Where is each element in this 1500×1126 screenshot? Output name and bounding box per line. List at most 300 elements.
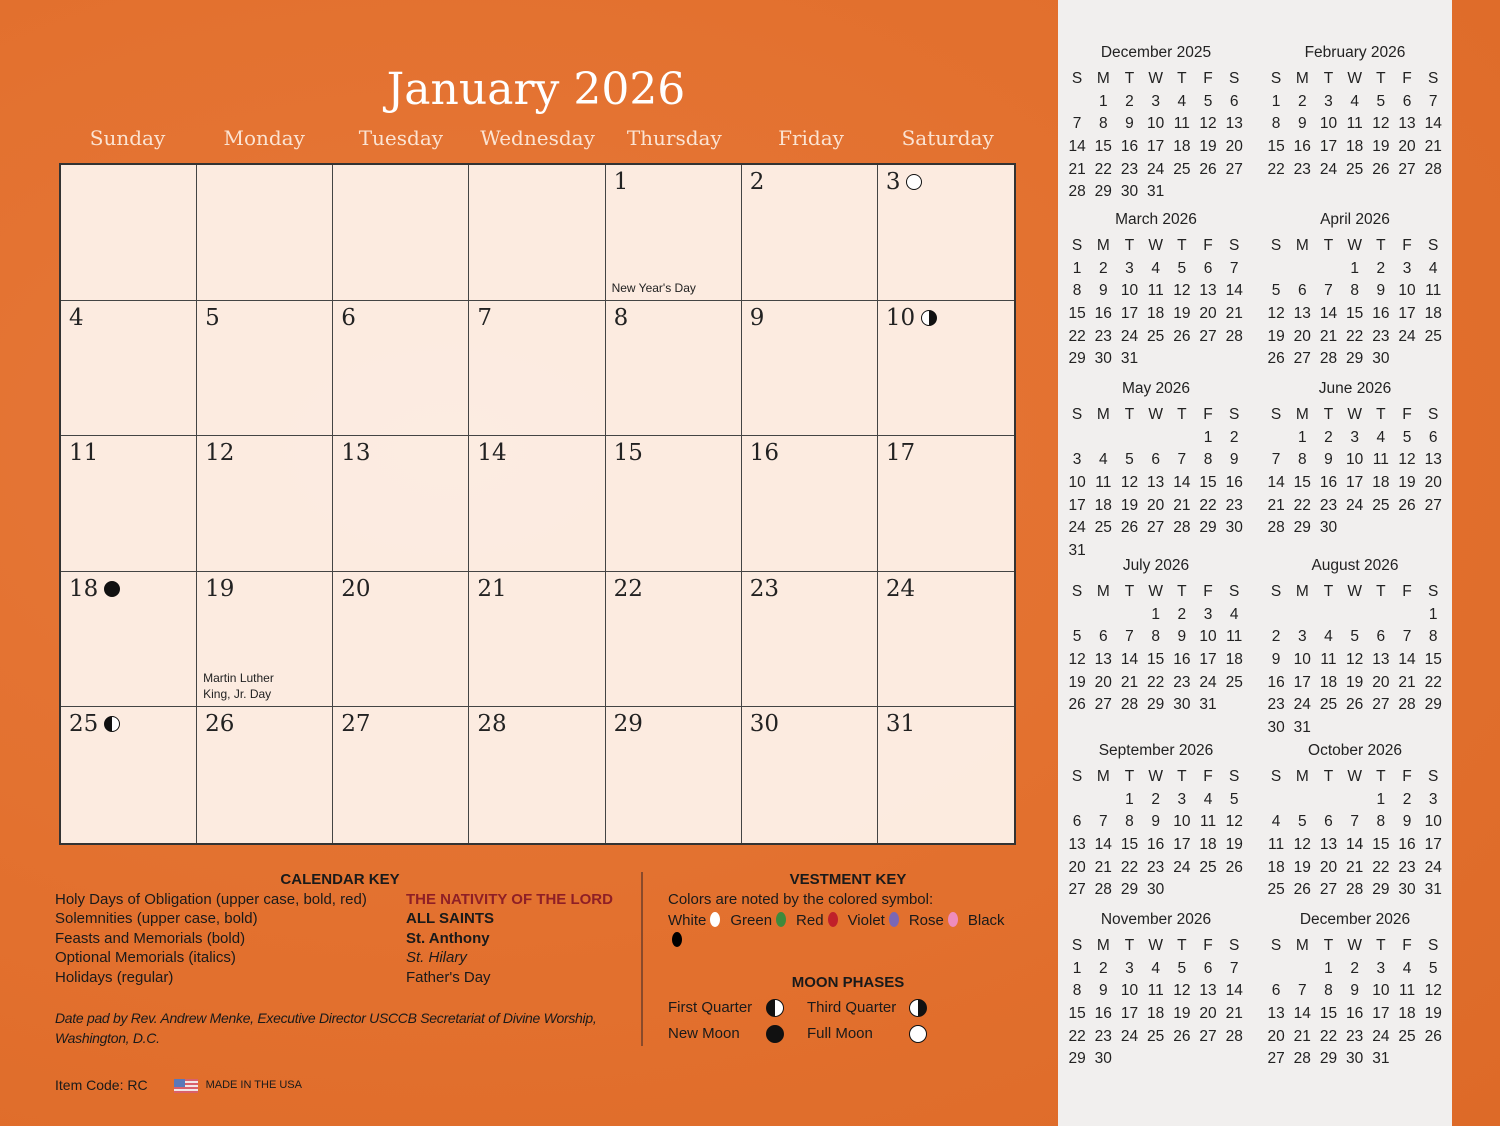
mini-day: 10: [1173, 813, 1191, 831]
mini-day: 22: [1094, 160, 1112, 178]
mini-month: [1064, 557, 1248, 717]
day-cell[interactable]: [878, 301, 1014, 437]
vestment-key-title: VESTMENT KEY: [789, 871, 907, 888]
mini-month-grid: [1064, 235, 1248, 371]
mini-day: 19: [1346, 673, 1364, 691]
mini-month-title: March 2026: [1115, 211, 1197, 228]
vestment-color-label: Violet: [847, 912, 885, 929]
day-cell[interactable]: [606, 301, 742, 437]
mini-weekday: S: [1270, 406, 1282, 423]
day-number: [750, 576, 779, 602]
mini-day: 24: [1346, 496, 1364, 514]
mini-day: 25: [1346, 160, 1364, 178]
mini-day: 2: [1151, 790, 1160, 808]
day-number-text: 7: [477, 304, 493, 331]
mini-day: 18: [1147, 1005, 1165, 1023]
mini-day: 23: [1147, 858, 1165, 876]
mini-empty: [1342, 789, 1368, 812]
mini-day: 5: [1350, 628, 1359, 646]
day-cell[interactable]: [606, 707, 742, 843]
mini-weekday: S: [1270, 237, 1282, 254]
mini-day: 2: [1271, 628, 1281, 646]
mini-day: 20: [1424, 474, 1442, 492]
mini-day: 16: [1293, 138, 1311, 156]
empty-day-cell: [333, 165, 469, 301]
mini-day: 7: [1428, 92, 1438, 110]
day-cell[interactable]: [878, 572, 1014, 708]
day-number-text: 13: [341, 440, 371, 467]
mini-day: 27: [1293, 350, 1311, 368]
mini-month-grid: [1263, 235, 1447, 371]
mini-day: 26: [1173, 1027, 1191, 1045]
mini-day: 20: [1293, 327, 1311, 345]
mini-empty: [1289, 604, 1315, 627]
mini-day: 17: [1372, 1005, 1390, 1023]
mini-day: 18: [1225, 651, 1243, 669]
mini-day: 15: [1372, 836, 1390, 854]
mini-weekday: T: [1323, 70, 1334, 87]
mini-day: 26: [1424, 1027, 1442, 1045]
day-number-text: 12: [205, 440, 235, 467]
day-number-text: 30: [749, 711, 779, 738]
mini-day: 6: [1151, 451, 1160, 469]
day-cell[interactable]: [742, 301, 878, 437]
mini-weekday: M: [1295, 937, 1309, 954]
mini-weekday: T: [1177, 406, 1187, 423]
day-number: [205, 711, 234, 737]
mini-day: 17: [1346, 474, 1364, 492]
mini-weekday: S: [1270, 937, 1282, 954]
mini-empty: [1394, 604, 1420, 627]
mini-day: 4: [1203, 790, 1213, 808]
mini-day: 10: [1319, 115, 1338, 133]
mini-weekday: M: [1295, 583, 1309, 600]
weekday-header: Saturday: [901, 126, 994, 150]
mini-day: 11: [1226, 628, 1243, 646]
day-number: [341, 440, 370, 466]
day-cell[interactable]: [469, 707, 605, 843]
item-code: Item Code: RC: [55, 1077, 148, 1093]
mini-day: 5: [1177, 959, 1187, 977]
mini-month: [1263, 380, 1447, 540]
mini-day: 3: [1151, 92, 1160, 110]
mini-month-grid: [1263, 766, 1447, 902]
vestment-color-label: White: [668, 912, 707, 929]
day-number: [886, 305, 937, 331]
day-number-text: 4: [69, 304, 84, 331]
mini-day: 17: [1120, 1005, 1139, 1023]
mini-day: 11: [1398, 982, 1416, 1000]
mini-day: 14: [1267, 474, 1285, 492]
mini-empty: [1116, 604, 1142, 627]
mini-weekday: T: [1124, 583, 1135, 600]
mini-day: 14: [1225, 982, 1243, 1000]
mini-day: 29: [1372, 881, 1390, 899]
key-label: Feasts and Memorials (bold): [55, 929, 246, 947]
mini-day: 3: [1177, 790, 1187, 808]
mini-weekday: T: [1323, 583, 1334, 600]
mini-day: 1: [1072, 959, 1082, 977]
day-cell[interactable]: [742, 436, 878, 572]
day-number: [341, 576, 370, 602]
weekday-header: Thursday: [626, 126, 722, 150]
mini-day: 6: [1376, 628, 1386, 646]
mini-weekday: T: [1376, 406, 1386, 423]
day-cell[interactable]: [333, 572, 469, 708]
mini-day: 6: [1203, 959, 1213, 977]
vestment-key: [668, 870, 1028, 1050]
mini-day: 14: [1094, 836, 1112, 854]
mini-weekday: W: [1347, 237, 1362, 254]
mini-day: 14: [1225, 282, 1243, 300]
mini-day: 19: [1173, 1005, 1191, 1023]
mini-day: 14: [1424, 115, 1442, 133]
mini-day: 25: [1372, 496, 1390, 514]
mini-day: 10: [1372, 982, 1390, 1000]
day-number-text: 26: [205, 711, 235, 738]
mini-day: 11: [1199, 813, 1217, 831]
mini-day: 14: [1398, 651, 1416, 669]
mini-day: 21: [1120, 673, 1139, 691]
day-number-text: 19: [205, 575, 235, 602]
mini-weekday: T: [1177, 237, 1187, 254]
mini-day: 3: [1324, 92, 1333, 110]
mini-day: 9: [1177, 628, 1187, 646]
day-cell[interactable]: [606, 436, 742, 572]
mini-weekday: W: [1347, 768, 1362, 785]
mini-day: 18: [1346, 138, 1364, 156]
day-cell[interactable]: [197, 436, 333, 572]
mini-day: 19: [1398, 474, 1416, 492]
key-row: [55, 909, 640, 929]
day-cell[interactable]: [197, 707, 333, 843]
mini-month: [1263, 742, 1447, 902]
day-cell[interactable]: [742, 572, 878, 708]
mini-day: 7: [1072, 115, 1082, 133]
day-number-text: 22: [613, 575, 643, 602]
mini-weekday: T: [1323, 768, 1334, 785]
mini-empty: [1169, 427, 1195, 450]
mini-day: 30: [1225, 519, 1243, 537]
day-cell[interactable]: [197, 301, 333, 437]
mini-day: 3: [1203, 605, 1213, 623]
day-number: [614, 711, 643, 737]
mini-day: 26: [1267, 350, 1285, 368]
mini-day: 24: [1424, 858, 1442, 876]
mini-day: 31: [1372, 1050, 1390, 1068]
mini-day: 26: [1225, 858, 1243, 876]
mini-day: 28: [1424, 160, 1442, 178]
mini-day: 23: [1372, 327, 1390, 345]
mini-day: 21: [1225, 305, 1243, 323]
mini-day: 7: [1098, 813, 1108, 831]
mini-day: 27: [1319, 881, 1338, 899]
day-cell[interactable]: [878, 707, 1014, 843]
mini-day: 1: [1151, 605, 1160, 623]
mini-weekday: S: [1071, 237, 1083, 254]
mini-day: 4: [1402, 959, 1412, 977]
mini-day: 11: [1147, 982, 1164, 1000]
mini-weekday: M: [1096, 583, 1110, 600]
mini-day: 28: [1293, 1050, 1311, 1068]
mini-day: 4: [1229, 605, 1239, 623]
key-example: St. Hilary: [406, 949, 467, 966]
weekday-header: Sunday: [89, 126, 166, 150]
vestment-color-label: Black: [967, 912, 1005, 929]
mini-day: 19: [1225, 836, 1243, 854]
day-cell[interactable]: [333, 436, 469, 572]
mini-day: 1: [1072, 259, 1082, 277]
mini-empty: [1315, 789, 1341, 812]
mini-weekday: S: [1071, 768, 1083, 785]
mini-day: 13: [1199, 982, 1217, 1000]
mini-day: 22: [1372, 858, 1390, 876]
us-flag-icon: [174, 1079, 198, 1093]
mini-day: 30: [1346, 1050, 1364, 1068]
day-cell[interactable]: [606, 165, 742, 301]
mini-day: 18: [1147, 305, 1165, 323]
mini-weekday: W: [1148, 70, 1163, 87]
mini-day: 21: [1346, 858, 1364, 876]
mini-day: 9: [1098, 282, 1108, 300]
mini-day: 1: [1428, 605, 1438, 623]
mini-day: 18: [1094, 496, 1112, 514]
weekday-header: Wednesday: [480, 126, 595, 150]
day-cell[interactable]: [742, 707, 878, 843]
mini-day: 24: [1398, 327, 1416, 345]
day-number: [750, 169, 765, 195]
mini-day: 22: [1120, 858, 1139, 876]
weekday-header: Tuesday: [358, 126, 444, 150]
mini-day: 18: [1424, 305, 1442, 323]
made-in-usa: MADE IN THE USA: [205, 1079, 302, 1091]
mini-day: 10: [1120, 282, 1139, 300]
mini-weekday: S: [1428, 583, 1439, 600]
mini-day: 29: [1319, 1050, 1338, 1068]
key-example: THE NATIVITY OF THE LORD: [406, 890, 613, 908]
mini-weekday: M: [1096, 237, 1110, 254]
mini-month-title: October 2026: [1308, 742, 1402, 759]
mini-day: 24: [1120, 327, 1139, 345]
day-number-text: 31: [885, 711, 916, 738]
mini-day: 12: [1346, 651, 1364, 669]
mini-day: 20: [1147, 496, 1165, 514]
mini-month-grid: [1263, 404, 1447, 540]
mini-empty: [1064, 789, 1090, 812]
mini-day: 18: [1267, 858, 1285, 876]
day-cell[interactable]: [61, 707, 197, 843]
mini-month-grid: [1064, 581, 1248, 717]
mini-day: 7: [1297, 982, 1307, 1000]
day-cell[interactable]: [469, 572, 605, 708]
mini-month: [1263, 44, 1447, 181]
mini-month-grid: [1064, 404, 1248, 563]
mini-weekday: S: [1229, 406, 1240, 423]
mini-day: 18: [1173, 138, 1191, 156]
mini-day: 7: [1229, 259, 1239, 277]
mini-day: 4: [1428, 259, 1438, 277]
mini-day: 14: [1346, 836, 1364, 854]
credit-text: Date pad by Rev. Andrew Menke, Executive Director USCCB Secretariat of Divine Worship, Washington, D.C.: [55, 1010, 597, 1046]
mini-day: 17: [1120, 305, 1139, 323]
day-cell[interactable]: [878, 165, 1014, 301]
mini-day: 12: [1293, 836, 1311, 854]
mini-weekday: S: [1229, 768, 1240, 785]
mini-day: 10: [1293, 651, 1311, 669]
day-cell[interactable]: [197, 572, 333, 708]
mini-day: 9: [1271, 651, 1281, 669]
calendar-key: [55, 870, 640, 1096]
mini-empty: [1090, 427, 1116, 450]
day-cell[interactable]: [878, 436, 1014, 572]
mini-day: 4: [1098, 451, 1108, 469]
day-number: [477, 576, 506, 602]
day-number: [750, 440, 779, 466]
mini-day: 23: [1293, 160, 1311, 178]
mini-day: 1: [1324, 959, 1333, 977]
mini-day: 12: [1424, 982, 1442, 1000]
day-cell[interactable]: [333, 707, 469, 843]
mini-day: 14: [1293, 1005, 1311, 1023]
mini-day: 20: [1094, 673, 1112, 691]
mini-day: 25: [1319, 696, 1338, 714]
vestment-key-subtitle: Colors are noted by the colored symbol:: [668, 890, 934, 908]
mini-day: 22: [1068, 327, 1086, 345]
mini-weekday: W: [1347, 583, 1362, 600]
mini-day: 28: [1068, 183, 1086, 201]
mini-day: 15: [1199, 474, 1217, 492]
mini-day: 30: [1094, 350, 1112, 368]
mini-day: 2: [1098, 959, 1108, 977]
day-number: [614, 305, 629, 331]
mini-day: 3: [1402, 259, 1412, 277]
mini-weekday: S: [1428, 406, 1439, 423]
mini-weekday: M: [1096, 70, 1110, 87]
mini-weekday: F: [1402, 768, 1412, 785]
mini-day: 5: [1203, 92, 1213, 110]
mini-day: 10: [1068, 474, 1086, 492]
mini-empty: [1263, 789, 1289, 812]
day-cell[interactable]: [61, 301, 197, 437]
key-label: Optional Memorials (italics): [55, 949, 236, 966]
mini-day: 20: [1372, 673, 1390, 691]
day-number: [886, 169, 923, 195]
mini-day: 17: [1199, 651, 1217, 669]
mini-month-title: April 2026: [1320, 211, 1390, 228]
day-cell[interactable]: [61, 436, 197, 572]
mini-day: 18: [1199, 836, 1217, 854]
mini-month: [1064, 742, 1248, 902]
mini-day: 28: [1094, 881, 1112, 899]
mini-day: 29: [1147, 696, 1165, 714]
mini-day: 21: [1319, 327, 1338, 345]
mini-month-grid: [1064, 766, 1248, 902]
day-number-text: 17: [885, 440, 916, 467]
mini-day: 16: [1094, 1005, 1112, 1023]
mini-day: 3: [1125, 959, 1134, 977]
mini-day: 15: [1068, 305, 1086, 323]
key-example: St. Anthony: [406, 929, 490, 947]
mini-day: 25: [1147, 1027, 1165, 1045]
day-cell[interactable]: [606, 572, 742, 708]
mini-day: 27: [1424, 496, 1442, 514]
day-cell[interactable]: [333, 301, 469, 437]
mini-day: 13: [1293, 305, 1311, 323]
mini-weekday: F: [1203, 237, 1213, 254]
day-number: [69, 440, 98, 466]
day-cell[interactable]: [61, 572, 197, 708]
mini-day: 20: [1068, 858, 1086, 876]
mini-weekday: M: [1295, 70, 1309, 87]
mini-month: [1064, 211, 1248, 371]
mini-day: 18: [1319, 673, 1338, 691]
mini-day: 21: [1225, 1005, 1243, 1023]
mini-day: 22: [1319, 1027, 1338, 1045]
mini-weekday: F: [1402, 937, 1412, 954]
day-number: [886, 576, 915, 602]
first-quarter-label: First Quarter: [668, 998, 753, 1016]
mini-empty: [1315, 258, 1341, 281]
mini-day: 21: [1173, 496, 1191, 514]
mini-day: 4: [1151, 259, 1160, 277]
key-label: Solemnities (upper case, bold): [55, 910, 258, 927]
mini-day: 12: [1372, 115, 1390, 133]
mini-day: 29: [1120, 881, 1139, 899]
mini-day: 13: [1267, 1005, 1285, 1023]
mini-day: 6: [1297, 282, 1307, 300]
day-cell[interactable]: [469, 436, 605, 572]
mini-day: 31: [1120, 350, 1139, 368]
mini-day: 21: [1424, 138, 1442, 156]
mini-day: 25: [1267, 881, 1285, 899]
mini-day: 2: [1125, 92, 1134, 110]
mini-day: 11: [1147, 282, 1164, 300]
mini-day: 26: [1068, 696, 1086, 714]
day-cell[interactable]: [469, 301, 605, 437]
day-number-text: 28: [477, 711, 507, 738]
mini-weekday: T: [1177, 768, 1187, 785]
mini-day: 4: [1376, 428, 1386, 446]
mini-day: 26: [1120, 519, 1139, 537]
day-number: [477, 305, 492, 331]
mini-day: 6: [1203, 259, 1213, 277]
day-number-text: 23: [749, 575, 779, 602]
mini-day: 23: [1225, 496, 1243, 514]
mini-empty: [1263, 604, 1289, 627]
mini-day: 5: [1177, 259, 1187, 277]
new-moon-icon: [766, 1025, 784, 1043]
mini-day: 22: [1424, 673, 1442, 691]
mini-weekday: F: [1203, 937, 1213, 954]
day-cell[interactable]: [742, 165, 878, 301]
mini-weekday: T: [1376, 937, 1386, 954]
mini-day: 15: [1068, 1005, 1086, 1023]
mini-day: 10: [1346, 451, 1364, 469]
mini-day: 14: [1120, 651, 1139, 669]
mini-day: 22: [1147, 673, 1165, 691]
mini-month-title: December 2025: [1100, 44, 1212, 61]
mini-weekday: T: [1323, 406, 1334, 423]
mini-day: 4: [1350, 92, 1359, 110]
mini-day: 16: [1346, 1005, 1364, 1023]
mini-day: 25: [1094, 519, 1112, 537]
mini-day: 29: [1199, 519, 1217, 537]
mini-day: 27: [1225, 160, 1243, 178]
day-number-text: 20: [341, 575, 371, 602]
mini-weekday: S: [1428, 768, 1439, 785]
month-grid: [59, 163, 1016, 845]
mini-empty: [1090, 604, 1116, 627]
